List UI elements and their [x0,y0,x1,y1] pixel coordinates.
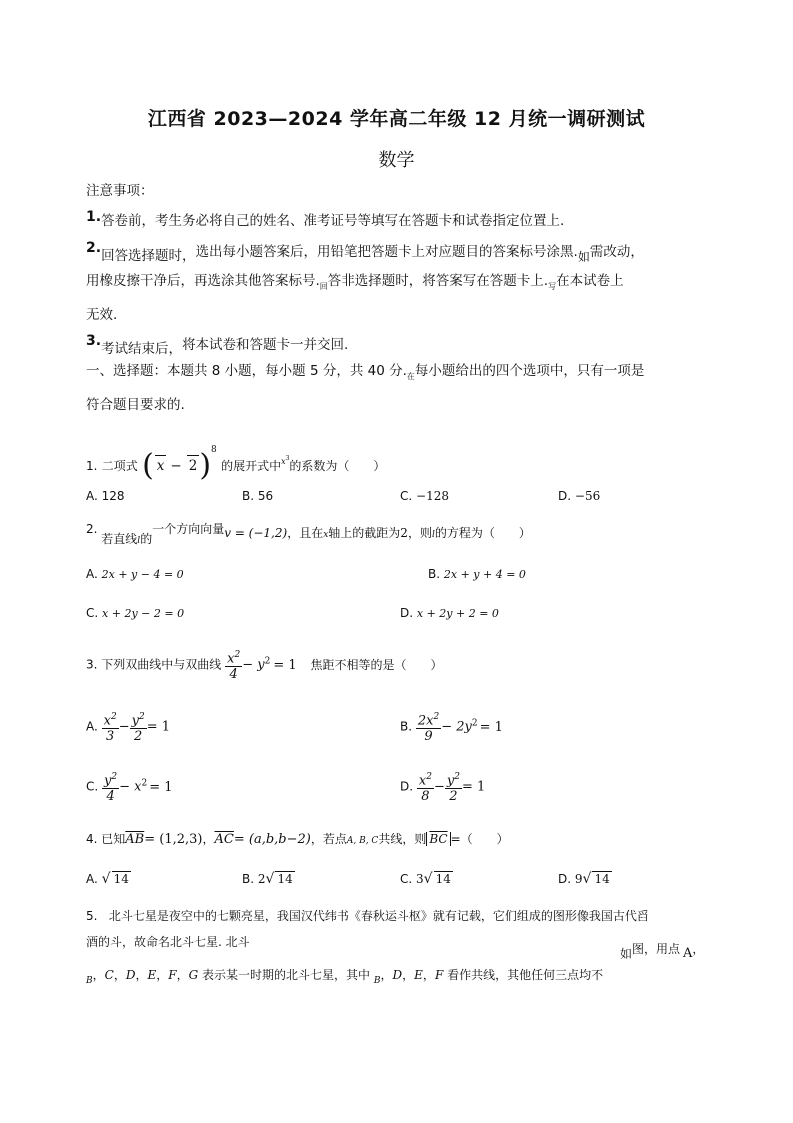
question-5-text-1: 北斗七星是夜空中的七颗亮星，我国汉代纬书《春秋运斗枢》就有记载，它们组成的图形像我国古代舀 [108,909,649,923]
option-label: C. [400,489,413,503]
section-1-part-a: 一、选择题：本题共 8 小题，每小题 5 分，共 40 分. [86,363,407,379]
frac-1: $\frac{x^2}{3}$ [103,712,117,745]
option-label: B. [428,567,441,581]
note-2-part-c: 如 [577,250,590,264]
hyperbola-y-term: − y [242,657,265,673]
question-2-number: 2. [86,522,98,536]
note-2-part-i: 在本试卷上 [556,273,624,289]
q1-option-b[interactable] [242,489,273,503]
denominator: 4 [106,789,115,805]
question-2-text-b: 的 [140,532,153,546]
question-4-text-d: =（ ） [450,832,509,846]
numerator: y [446,773,455,789]
q3-option-b[interactable]: B. $\frac{2x^2}{9}$ − $2y^2 = 1$ [400,712,503,745]
points-abc: A, B, C [346,836,379,846]
fraction-denominator: 4 [229,667,238,683]
option-label: B. [242,872,255,886]
hyperbola-equals: = 1 [273,657,297,673]
point-g: G [188,968,199,982]
note-2-part-f: 回 [319,282,328,291]
note-2-part-e: 用橡皮擦干净后，再选涂其他答案标号. [86,273,320,289]
frac-2: $\frac{y^2}{2}$ [131,712,145,745]
note-2-line-3: 无效. [86,307,118,323]
option-label: A. [86,719,98,734]
note-2-part-b: 选出每小题答案后，用铅笔把答题卡上对应题目的答案标号涂黑. [195,244,578,260]
note-3-number: 3. [86,333,102,349]
question-5-line-1 [86,907,649,924]
question-1-stem [86,440,386,483]
sqrt-2: 2 [187,455,200,476]
question-3-text-a: 下列双曲线中与双曲线 [101,657,222,672]
equals: = 1 [149,779,173,795]
subject-title: 数学 [378,150,415,171]
question-2-text-g: 的方程为（ ） [434,526,531,540]
question-1-text-b: 的展开式中 [221,459,282,473]
note-2-part-d: 需改动， [589,244,644,260]
option-text: −56 [574,489,601,503]
question-3-number: 3. [86,657,98,672]
q2-option-d[interactable] [400,606,499,620]
separator: ， [202,832,215,846]
q3-option-d[interactable]: D. $\frac{x^2}{8}$ − $\frac{y^2}{2}$ = 1 [400,772,486,805]
option-label: D. [558,489,572,503]
radicand: 14 [435,872,451,886]
question-2-text-a: 若直线 [101,532,138,546]
note-3-part-a: 考试结束后， [101,341,183,357]
coefficient: 2 [257,872,266,886]
note-1-number: 1. [86,209,102,225]
note-2-number: 2. [86,240,102,256]
point-b: B [86,976,93,986]
question-2-text-d: ，且在 [287,526,324,540]
frac-1: $\frac{x^2}{8}$ [418,772,432,805]
note-3-part-b: 将本试卷和答题卡一并交回. [182,337,349,353]
numerator: 2x [417,713,434,729]
y-term: − 2y [441,719,472,735]
direction-vector: v = (−1,2) [224,526,288,540]
point-a: A [683,946,693,961]
point-e: E [147,968,157,982]
vector-ab: $\overline{AB}$ [125,832,145,847]
minus-sign: − [170,458,182,474]
section-1-line-1 [86,361,644,387]
x-variable: x [281,457,286,466]
q2-option-b[interactable] [428,567,526,581]
option-label: A. [86,489,98,503]
x-exponent: 3 [285,455,290,462]
option-label: C. [400,872,413,886]
option-label: A. [86,872,98,886]
vector-ab-value: = (1,2,3) [144,832,203,847]
option-label: C. [86,779,99,794]
vector-bc: $\overline{BC}$ [429,832,448,846]
note-3 [86,331,348,359]
q2-option-c[interactable] [86,606,184,620]
section-1-part-b: 在 [406,372,415,381]
option-text: 56 [257,489,274,503]
question-5-text-2c: 图，用点 [632,942,681,956]
question-5-text-3a: 表示某一时期的北斗七星，其中 [202,968,371,982]
q4-option-b[interactable]: B. 2√ 14 [242,871,293,887]
question-1-text-c: 的系数为（ ） [289,459,386,473]
section-1-part-c: 每小题给出的四个选项中，只有一项是 [414,363,645,379]
equals: = 1 [479,719,503,735]
question-5-line-2-right [620,940,704,962]
option-label: D. [558,872,572,886]
option-label: B. [242,489,255,503]
note-2-line-1 [86,238,644,267]
separator: ， [692,942,705,956]
q4-option-a[interactable]: A. √ 14 [86,871,129,887]
question-2-text-e: 轴上的截距为 [328,526,401,540]
question-5-line-2: 酒的斗，故命名北斗七星. 北斗 [86,935,250,949]
note-2-part-h: 写 [548,282,557,291]
radicand: 14 [113,872,129,886]
question-1-number: 1. [86,459,98,473]
question-5-text-2b: 如 [620,947,633,961]
q1-option-a[interactable] [86,489,125,503]
q4-option-d[interactable]: D. 9√ 14 [558,871,610,887]
line-l: l [431,530,435,540]
option-text: x + 2y + 2 = 0 [416,607,499,620]
option-text: −128 [416,489,449,503]
numerator: y [104,773,112,789]
q2-option-a[interactable] [86,567,184,581]
frac-1: $\frac{y^2}{4}$ [104,772,118,805]
coefficient: 3 [416,872,424,886]
line-l: l [137,536,141,546]
frac-1: $\frac{2x^2}{9}$ [417,712,440,745]
question-2-text-f: ，则 [407,526,432,540]
hyperbola-fraction: $\frac{x^2}{4}$ [227,650,241,683]
note-2-part-a: 回答选择题时， [101,248,196,264]
note-1-text: 答卷前，考生务必将自己的姓名、准考证号等填写在答题卡和试卷指定位置上. [101,213,565,229]
note-2-line-2 [86,271,624,297]
point-f: F [168,968,177,982]
question-5-text-3b: 看作共线，其他任何三点均不 [447,968,604,982]
radicand: 14 [594,872,610,886]
page-title: 江西省 2023—2024 学年高二年级 12 月统一调研测试 [147,108,646,130]
vector-ac: $\overline{AC}$ [214,832,234,847]
question-2-stem [86,520,531,550]
option-label: C. [86,606,99,620]
note-2-part-g: 答非选择题时，将答案写在答题卡上. [327,273,549,289]
denominator: 2 [449,789,458,805]
q4-option-c[interactable]: C. 3√ 14 [400,871,451,887]
q1-option-c[interactable] [400,489,449,503]
equals: = 1 [146,719,171,735]
q3-option-a[interactable]: A. $\frac{x^2}{3}$ − $\frac{y^2}{2}$ = 1 [86,712,171,745]
q3-option-c[interactable]: C. $\frac{y^2}{4}$ − $x^2 = 1$ [86,772,173,805]
frac-2: $\frac{y^2}{2}$ [446,772,460,805]
option-text: 128 [101,489,125,503]
point-c: C [104,968,114,982]
question-4-text-c: 共线，则 [378,832,427,846]
section-1-line-2: 符合题目要求的. [86,397,185,413]
question-3-stem: 3. 下列双曲线中与双曲线 $\frac{x^2}{4}$ − $y^2 = 1$ 焦距不相等的是（ ） [86,650,443,683]
vector-ac-value: = (a,b,b−2) [233,832,311,847]
x-axis-var: x [323,530,329,540]
question-2-text-c: 一个方向向量 [152,522,225,536]
question-4-number: 4. [86,832,98,846]
numerator: x [103,713,111,729]
question-5-number: 5. [86,909,98,923]
point-d: D [125,968,136,982]
option-label: B. [400,719,413,734]
question-1-text-a: 二项式 [101,459,138,473]
intercept-value: 2 [400,526,408,540]
numerator: y [131,713,139,729]
sqrt-x: x [155,455,167,476]
denominator: 3 [106,729,115,745]
notes-heading: 注意事项： [86,183,154,199]
option-text: x + 2y − 2 = 0 [102,607,185,620]
equals: = 1 [461,779,486,795]
denominator: 2 [134,729,143,745]
right-paren: ) [199,448,212,483]
denominator: 9 [424,729,433,745]
radicand: 14 [277,872,293,886]
question-5-line-3: $_B$，C，D，E，F，G 表示某一时期的北斗七星，其中 $_B$，D，E，F 看作共线，其他任何三点均不 [86,968,604,986]
option-label: D. [400,606,414,620]
left-paren: ( [142,448,154,483]
option-label: D. [400,779,414,794]
fraction-numerator: x [227,651,235,667]
question-4-text-b: ，若点 [310,832,347,846]
option-text: 2x + y − 4 = 0 [101,568,184,581]
q1-option-d[interactable] [558,489,600,503]
question-3-text-b: 焦距不相等的是（ ） [310,657,443,672]
numerator: x [418,773,427,789]
note-1 [86,207,564,231]
coefficient: 9 [574,872,583,886]
x-term: − x [119,779,142,795]
exponent-8: 8 [211,445,217,455]
denominator: 8 [421,789,430,805]
option-text: 2x + y + 4 = 0 [443,568,526,581]
question-4-text-a: 已知 [101,832,126,846]
option-label: A. [86,567,98,581]
question-4-stem [86,830,509,847]
